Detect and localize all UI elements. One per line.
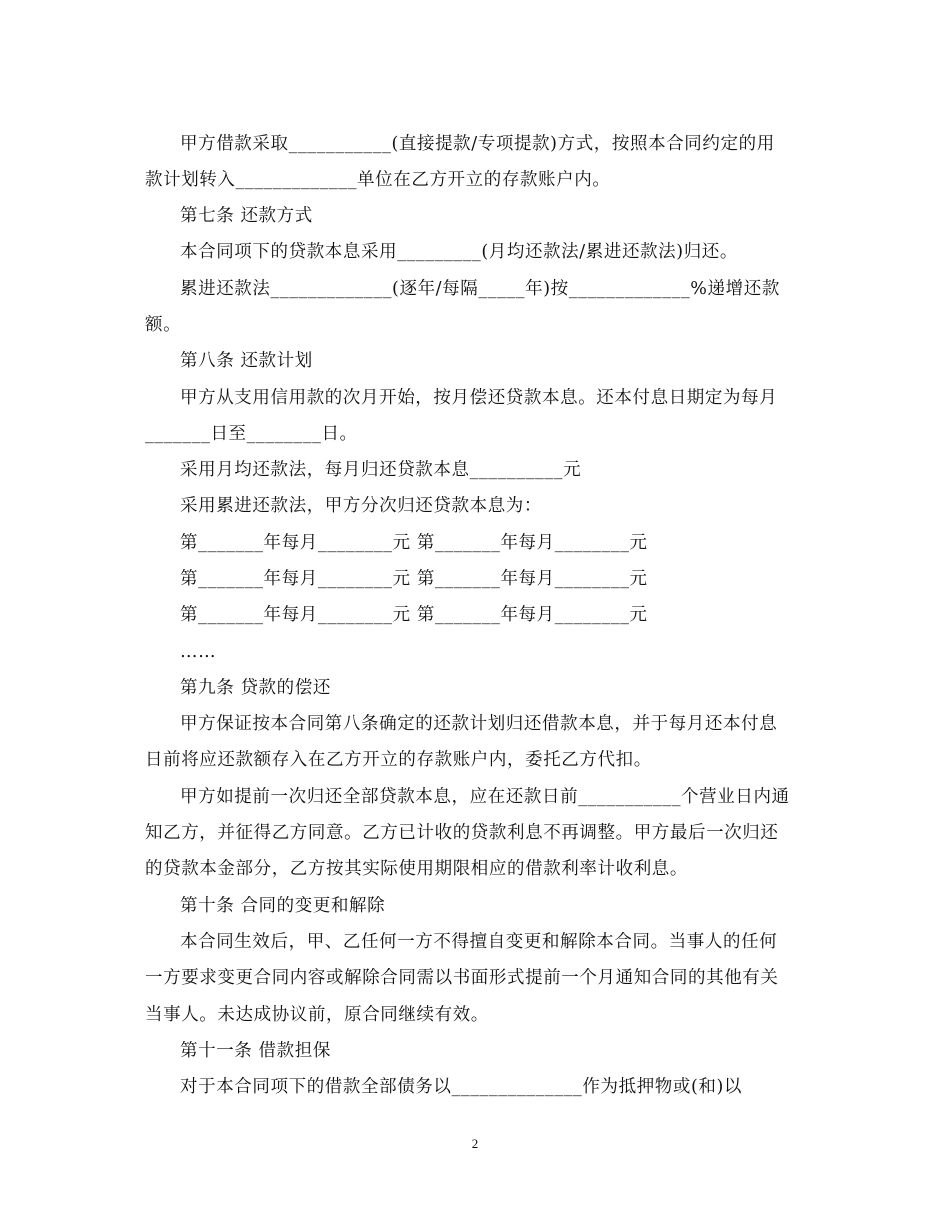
page-number: 2: [471, 1136, 479, 1151]
text-line: 本合同项下的贷款本息采用_________(月均还款法/累进还款法)归还。: [180, 242, 738, 262]
text-line: 的贷款本金部分，乙方按其实际使用期限相应的借款利率计收利息。: [145, 859, 688, 879]
article-heading: 第七条 还款方式: [180, 206, 313, 226]
text-line: 采用月均还款法，每月归还贷款本息__________元: [180, 460, 582, 480]
text-line: 累进还款法_____________(逐年/每隔_____年)按_____________%递增还款: [180, 279, 780, 299]
article-heading: 第十一条 借款担保: [180, 1041, 331, 1061]
text-line: 甲方如提前一次归还全部贷款本息，应在还款日前___________个营业日内通: [180, 787, 790, 807]
text-line: 款计划转入_____________单位在乙方开立的存款账户内。: [145, 170, 611, 190]
ellipsis-line: ……: [180, 642, 217, 662]
text-line: 甲方借款采取___________(直接提款/专项提款)方式，按照本合同约定的用: [180, 134, 775, 154]
text-line: 甲方保证按本合同第八条确定的还款计划归还借款本息，并于每月还本付息: [180, 714, 778, 734]
schedule-line: 第_______年每月________元 第_______年每月________元: [180, 569, 648, 589]
text-line: 采用累进还款法，甲方分次归还贷款本息为：: [180, 496, 542, 516]
text-line: 对于本合同项下的借款全部债务以______________作为抵押物或(和)以: [180, 1077, 743, 1097]
text-line: 一方要求变更合同内容或解除合同需以书面形式提前一个月通知合同的其他有关: [145, 968, 779, 988]
schedule-line: 第_______年每月________元 第_______年每月________元: [180, 605, 648, 625]
article-heading: 第十条 合同的变更和解除: [180, 896, 386, 916]
schedule-line: 第_______年每月________元 第_______年每月________元: [180, 533, 648, 553]
text-line: 日前将应还款额存入在乙方开立的存款账户内，委托乙方代扣。: [145, 750, 652, 770]
article-heading: 第八条 还款计划: [180, 351, 313, 371]
text-line: 知乙方，并征得乙方同意。乙方已计收的贷款利息不再调整。甲方最后一次归还: [145, 823, 779, 843]
article-heading: 第九条 贷款的偿还: [180, 678, 331, 698]
text-line: 当事人。未达成协议前，原合同继续有效。: [145, 1005, 489, 1025]
text-line: _______日至________日。: [145, 424, 358, 444]
text-line: 甲方从支用信用款的次月开始，按月偿还贷款本息。还本付息日期定为每月: [180, 388, 778, 408]
text-line: 本合同生效后，甲、乙任何一方不得擅自变更和解除本合同。当事人的任何: [180, 932, 778, 952]
text-line: 额。: [145, 315, 182, 335]
